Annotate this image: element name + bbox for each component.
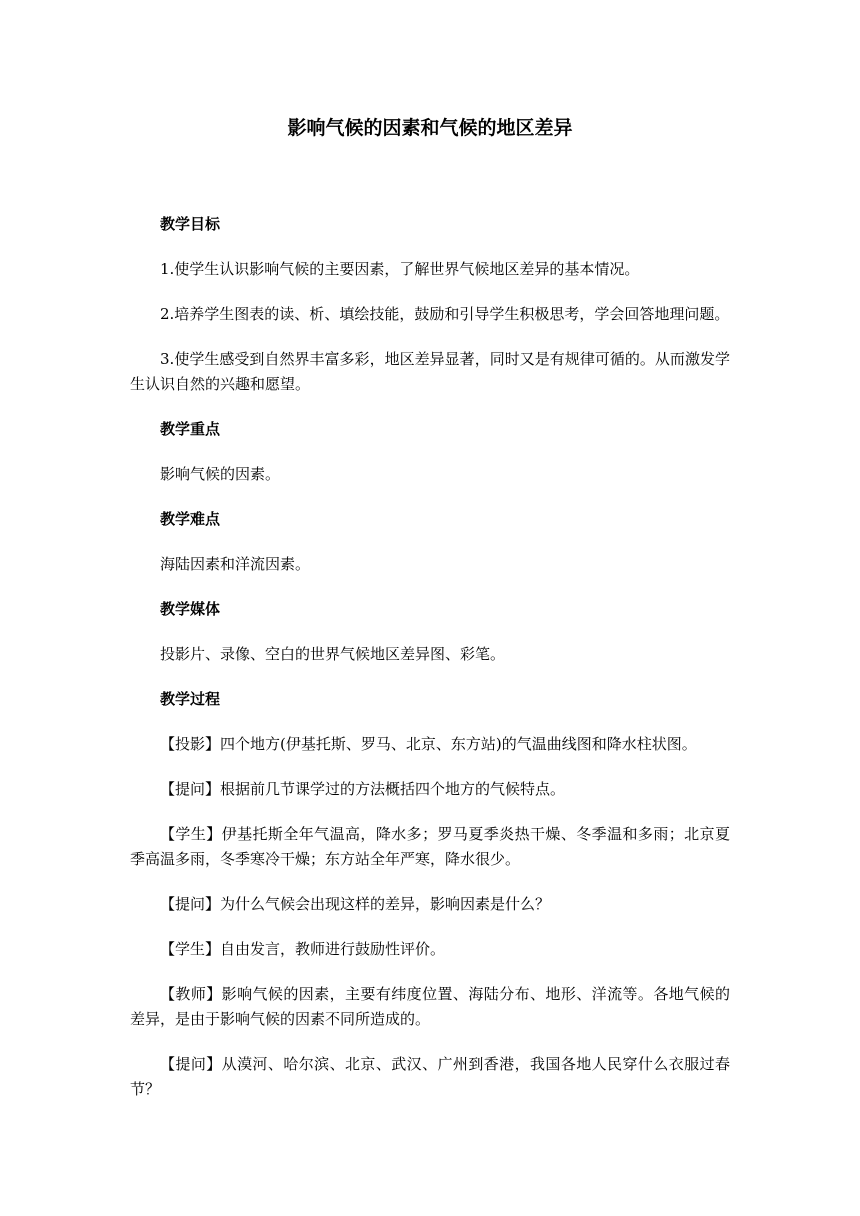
section-heading: 教学过程 (160, 690, 221, 708)
dialogue-paragraph (130, 777, 730, 802)
dialogue-paragraph (130, 732, 730, 757)
dialogue-paragraph (130, 937, 730, 962)
section-heading: 教学目标 (160, 215, 221, 233)
speaker-tag: 【学生】 (160, 825, 222, 843)
speaker-tag: 【教师】 (160, 985, 222, 1003)
speaker-tag: 【提问】 (160, 895, 221, 913)
paragraph: 2.培养学生图表的读、析、填绘技能，鼓励和引导学生积极思考，学会回答地理问题。 (160, 305, 730, 323)
paragraph-text: 从漠河、哈尔滨、北京、武汉、广州到香港，我国各地人民穿什么衣服过春节？ (130, 1055, 730, 1098)
document-title: 影响气候的因素和气候的地区差异 (287, 117, 573, 139)
document-body (130, 212, 730, 1122)
speaker-tag: 【提问】 (160, 1055, 222, 1073)
speaker-tag: 【投影】 (160, 735, 221, 753)
paragraph: 投影片、录像、空白的世界气候地区差异图、彩笔。 (160, 645, 506, 663)
paragraph: 海陆因素和洋流因素。 (160, 555, 311, 573)
speaker-tag: 【提问】 (160, 780, 221, 798)
dialogue-paragraph (130, 892, 730, 917)
paragraph: 1.使学生认识影响气候的主要因素，了解世界气候地区差异的基本情况。 (160, 260, 640, 278)
dialogue-paragraph (130, 1052, 730, 1102)
paragraph-text: 影响气候的因素，主要有纬度位置、海陆分布、地形、洋流等。各地气候的差异，是由于影响气候的因素不同所造成的。 (130, 985, 730, 1028)
paragraph: 影响气候的因素。 (160, 465, 281, 483)
paragraph-text: 根据前几节课学过的方法概括四个地方的气候特点。 (220, 780, 566, 798)
paragraph-text: 伊基托斯全年气温高，降水多；罗马夏季炎热干燥、冬季温和多雨；北京夏季高温多雨，冬季寒冷干燥；东方站全年严寒，降水很少。 (130, 825, 730, 868)
paragraph-text: 四个地方(伊基托斯、罗马、北京、东方站)的气温曲线图和降水柱状图。 (220, 735, 697, 753)
dialogue-paragraph (130, 982, 730, 1032)
section-heading: 教学难点 (160, 510, 221, 528)
paragraph: 3.使学生感受到自然界丰富多彩，地区差异显著，同时又是有规律可循的。从而激发学生认识自然的兴趣和愿望。 (130, 350, 730, 393)
paragraph-text: 为什么气候会出现这样的差异，影响因素是什么？ (220, 895, 551, 913)
dialogue-paragraph (130, 822, 730, 872)
section-heading: 教学媒体 (160, 600, 221, 618)
section-heading: 教学重点 (160, 420, 221, 438)
paragraph-text: 自由发言，教师进行鼓励性评价。 (220, 940, 446, 958)
speaker-tag: 【学生】 (160, 940, 221, 958)
